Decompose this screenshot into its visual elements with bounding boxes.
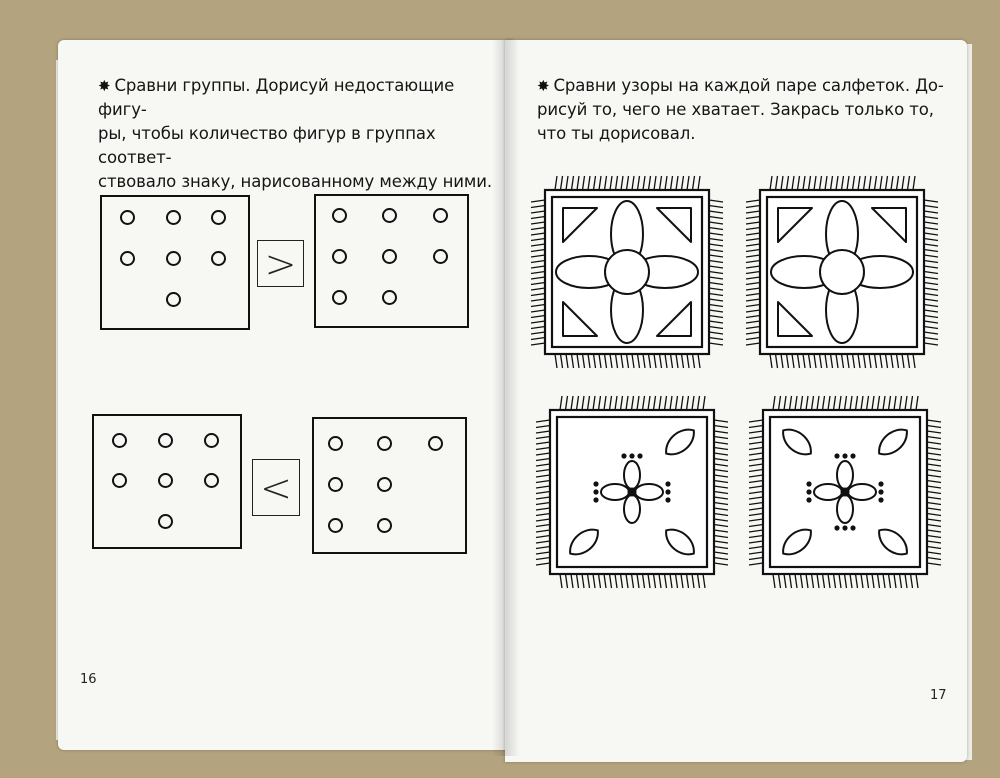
circle <box>328 436 343 451</box>
dot <box>593 489 598 494</box>
petal <box>837 461 853 489</box>
circle <box>328 518 343 533</box>
circle <box>332 208 347 223</box>
dot <box>878 497 883 502</box>
circle <box>120 251 135 266</box>
flower-center-dot <box>628 488 637 497</box>
circle <box>112 433 127 448</box>
circle <box>204 473 219 488</box>
star-bullet-icon: ✸ <box>98 77 111 95</box>
circle <box>382 208 397 223</box>
instruction-left-line-3: ствовало знаку, нарисованному между ними. <box>98 172 493 191</box>
napkin-2-left <box>532 392 732 592</box>
circle <box>382 249 397 264</box>
comparison-sign-2: < <box>252 459 300 516</box>
instruction-right <box>537 74 962 146</box>
circle <box>328 477 343 492</box>
circle <box>204 433 219 448</box>
dot <box>850 453 855 458</box>
circle <box>211 210 226 225</box>
circle <box>377 436 392 451</box>
left-page <box>58 40 513 750</box>
dot <box>665 497 670 502</box>
instruction-left <box>98 74 508 194</box>
circle <box>433 208 448 223</box>
circle <box>332 249 347 264</box>
petal <box>601 484 629 500</box>
page-number-right: 17 <box>930 688 947 703</box>
circle <box>428 436 443 451</box>
napkin-1-left <box>527 172 727 372</box>
circle <box>433 249 448 264</box>
petal <box>624 495 640 523</box>
circle <box>120 210 135 225</box>
instruction-right-line-2: рисуй то, чего не хватает. Закрась только то, <box>537 100 934 119</box>
instruction-left-line-2: ры, чтобы количество фигур в группах соответ- <box>98 124 436 167</box>
dot <box>878 489 883 494</box>
dot <box>842 453 847 458</box>
napkin-2-right <box>745 392 945 592</box>
circle <box>158 473 173 488</box>
group-box-1-right <box>314 194 469 328</box>
circle <box>211 251 226 266</box>
dot <box>806 497 811 502</box>
page-number-left: 16 <box>80 672 97 687</box>
circle <box>158 433 173 448</box>
dot <box>665 481 670 486</box>
circle <box>166 251 181 266</box>
dot <box>665 489 670 494</box>
flower-center-dot <box>841 488 850 497</box>
circle <box>377 477 392 492</box>
dot <box>842 525 847 530</box>
circle <box>158 514 173 529</box>
star-bullet-icon: ✸ <box>537 77 550 95</box>
dot <box>629 453 634 458</box>
circle <box>166 210 181 225</box>
circle <box>332 290 347 305</box>
instruction-right-line-3: что ты дорисовал. <box>537 124 696 143</box>
dot <box>637 453 642 458</box>
petal <box>848 484 876 500</box>
dot <box>806 489 811 494</box>
dot <box>806 481 811 486</box>
dot <box>593 497 598 502</box>
circle <box>166 292 181 307</box>
instruction-left-line-1: Сравни группы. Дорисуй недостающие фигу- <box>98 76 455 119</box>
dot <box>593 481 598 486</box>
petal <box>624 461 640 489</box>
comparison-sign-1: > <box>257 240 304 287</box>
circle <box>377 518 392 533</box>
petal <box>814 484 842 500</box>
group-box-2-left <box>92 414 242 549</box>
napkin-1-right <box>742 172 942 372</box>
dot <box>850 525 855 530</box>
flower-center <box>820 250 864 294</box>
dot <box>834 525 839 530</box>
group-box-2-right <box>312 417 467 554</box>
dot <box>621 453 626 458</box>
petal <box>635 484 663 500</box>
flower-center <box>605 250 649 294</box>
circle <box>382 290 397 305</box>
group-box-1-left <box>100 195 250 330</box>
dot <box>878 481 883 486</box>
petal <box>837 495 853 523</box>
right-page <box>505 40 967 762</box>
dot <box>834 453 839 458</box>
instruction-right-line-1: Сравни узоры на каждой паре салфеток. До- <box>553 76 944 95</box>
circle <box>112 473 127 488</box>
